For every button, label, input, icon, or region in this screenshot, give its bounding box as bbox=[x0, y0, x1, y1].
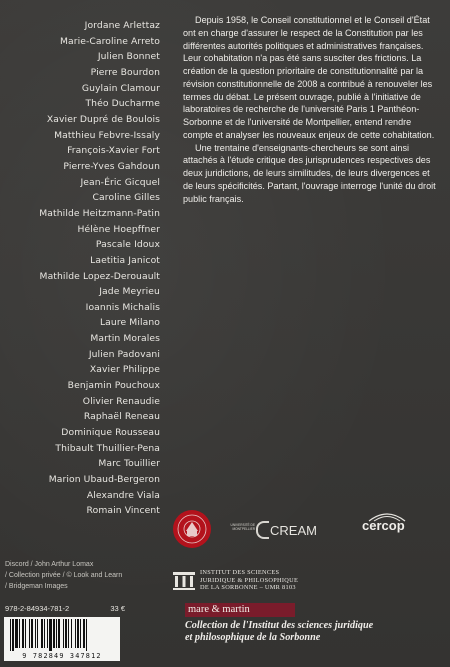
partner-logos bbox=[165, 508, 445, 552]
author-name: Jade Meyrieu bbox=[99, 286, 160, 298]
author-name: Mathilde Lopez-Derouault bbox=[39, 270, 160, 282]
author-name: Théo Ducharme bbox=[85, 98, 160, 110]
cercop-logo: cercop bbox=[362, 518, 405, 533]
author-name: Olivier Renaudie bbox=[82, 395, 160, 407]
collection-line: Collection de l'Institut des sciences juridique bbox=[185, 620, 374, 631]
image-credits bbox=[5, 559, 123, 592]
credit-line: / Collection privée / © Look and Learn bbox=[5, 572, 123, 579]
author-name: Alexandre Viala bbox=[86, 489, 160, 501]
credit-line: Discord / John Arthur Lomax bbox=[5, 561, 94, 568]
author-name: Pascale Idoux bbox=[95, 239, 160, 251]
author-name: François-Xavier Fort bbox=[67, 145, 160, 157]
credit-line: / Bridgeman Images bbox=[5, 583, 68, 590]
author-name: Matthieu Febvre-Issaly bbox=[54, 129, 160, 141]
author-name: Hélène Hoepffner bbox=[77, 223, 160, 235]
author-name: Caroline Gilles bbox=[92, 192, 160, 204]
barcode-digits: 9 782849 347812 bbox=[22, 652, 102, 660]
summary-paragraph: Depuis 1958, le Conseil constitutionnel et le Conseil d'État ont en charge d'assurer le respect de la Constitution par les différentes autorités politiques et administratives françaises. Leur cohabitation n'a pas été sans susciter des frictions. La création de la question prioritaire de constitutionnalité par la révision constitutionnelle de 2008 a contribué à renouveler les termes du débat. Le présent ouvrage, publié à l'initiative de laboratoires de recherche de l'université Paris 1 Panthéon-Sorbonne et de l'université de Montpellier, entend rendre compte et analyser les nouveaux enjeux de cette cohabitation. bbox=[183, 15, 435, 140]
institute-name-line: DE LA SORBONNE – UMR 8103 bbox=[200, 584, 296, 592]
author-name: Jordane Arlettaz bbox=[84, 20, 160, 31]
author-name: Mathilde Heitzmann-Patin bbox=[39, 207, 160, 219]
author-name: Romain Vincent bbox=[86, 505, 160, 517]
institute-name-line: INSTITUT DES SCIENCES bbox=[200, 569, 280, 576]
author-name: Marc Touillier bbox=[98, 458, 160, 470]
author-name: Julien Padovani bbox=[88, 348, 160, 360]
author-name: Marie-Caroline Arreto bbox=[59, 35, 160, 47]
author-name: Marion Ubaud-Bergeron bbox=[48, 474, 160, 486]
author-name: Guylain Clamour bbox=[81, 82, 160, 94]
author-name: Jean-Éric Gicquel bbox=[80, 176, 160, 188]
summary-paragraph: Une trentaine d'enseignants-chercheurs se sont ainsi attachés à l'étude critique des jurisprudences respectives des deux juridictions, de leurs similitudes, de leurs divergences et de leurs spécificités. Partant, l'ouvrage interroge l'unité du droit public français. bbox=[183, 142, 436, 204]
institute-name-line: JURIDIQUE & PHILOSOPHIQUE bbox=[200, 576, 299, 584]
author-name: Laure Milano bbox=[99, 317, 160, 329]
author-name: Pierre Bourdon bbox=[90, 66, 160, 78]
author-name: Benjamin Pouchoux bbox=[67, 380, 160, 392]
back-cover-summary bbox=[183, 14, 438, 205]
cream-logo: CREAM bbox=[256, 521, 317, 539]
university-small-label: UNIVERSITÉ DE MONTPELLIER bbox=[230, 523, 255, 531]
author-name: Thibault Thuillier-Pena bbox=[55, 442, 160, 454]
isbn-number: 978-2-84934-781-2 bbox=[5, 604, 70, 613]
institute-columns-icon bbox=[172, 571, 196, 591]
barcode bbox=[4, 617, 120, 661]
isbn-price-line bbox=[5, 604, 125, 613]
author-name: Laetitia Janicot bbox=[90, 254, 160, 266]
collection-line: et philosophique de la Sorbonne bbox=[185, 632, 321, 644]
author-name: Pierre-Yves Gahdoun bbox=[63, 160, 160, 172]
author-name: Xavier Dupré de Boulois bbox=[46, 113, 160, 125]
author-name: Xavier Philippe bbox=[89, 364, 160, 376]
institute-logo bbox=[172, 569, 447, 593]
university-seal-icon bbox=[172, 509, 212, 549]
collection-title bbox=[185, 620, 447, 645]
author-name: Ioannis Michalis bbox=[85, 301, 160, 313]
author-name: Julien Bonnet bbox=[97, 51, 160, 63]
cream-c-icon bbox=[256, 521, 269, 539]
price: 33 € bbox=[110, 604, 125, 613]
author-list bbox=[10, 18, 160, 519]
author-name: Raphaël Reneau bbox=[83, 411, 160, 423]
publisher-name: mare & martin bbox=[188, 604, 250, 615]
author-name: Dominique Rousseau bbox=[61, 427, 160, 439]
author-name: Martin Morales bbox=[90, 333, 160, 345]
barcode-bars bbox=[8, 619, 116, 651]
